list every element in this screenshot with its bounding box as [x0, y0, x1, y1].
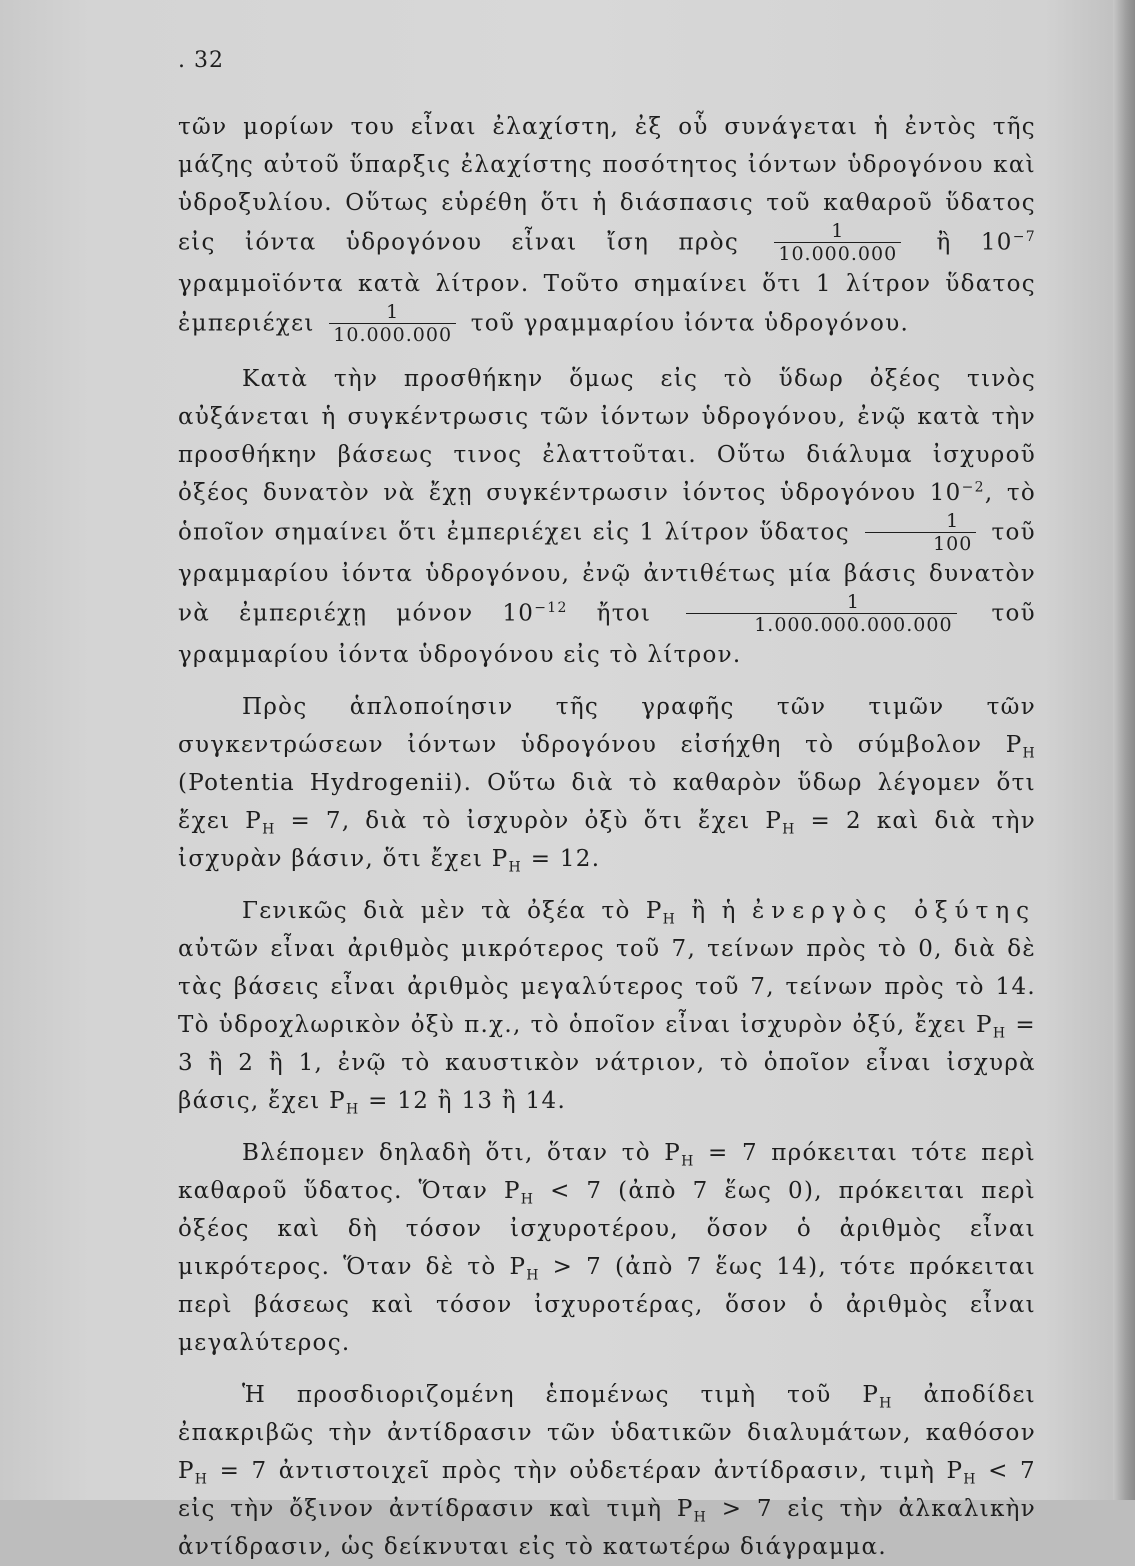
paragraph-6 [178, 1376, 1036, 1566]
p6-text-3: = 7 ἀντιστοιχεῖ πρὸς τὴν οὐδετέραν ἀντίδρασιν, τιμὴ P [219, 1457, 964, 1484]
p4-text-3: αὐτῶν εἶναι ἀριθμὸς μικρότερος τοῦ 7, τείνων πρὸς τὸ 0, διὰ δὲ τὰς βάσεις εἶναι ἀριθμὸς μεγαλύτερος τοῦ 7, τείνων πρὸς τὸ 14. Τὸ ὑδροχλωρικὸν ὀξὺ π.χ., τὸ ὁποῖον εἶναι ἰσχυρὸν ὀξύ, ἔχει P [178, 935, 1036, 1038]
subscript-h: H [526, 1267, 540, 1284]
subscript-h: H [508, 859, 523, 876]
p3-text-3: = 7, διὰ τὸ ἰσχυρὸν ὀξὺ ὅτι ἔχει P [290, 807, 783, 834]
fraction-denominator: 10.000.000 [329, 323, 456, 346]
fraction-one-over-ten-million-2 [329, 300, 456, 346]
p4-text-5: = 12 ἢ 13 ἢ 14. [368, 1087, 567, 1114]
paragraph-2 [178, 360, 1036, 674]
fraction-numerator: 1 [386, 300, 400, 323]
body-text [178, 108, 1036, 1566]
subscript-h: H [520, 1191, 535, 1208]
fraction-one-over-ten-million [774, 222, 901, 265]
p5-text-2: = 7 πρόκειται τότε περὶ καθαροῦ ὕδατος. Ὅταν P [178, 1139, 1037, 1204]
p5-text-4: > 7 (ἀπὸ 7 ἕως 14), τότε πρόκειται περὶ βάσεως καὶ τόσον ἰσχυροτέρας, ὅσον ὁ ἀριθμὸς εἶναι μεγαλύτερος. [178, 1253, 1036, 1356]
p1-text-3: γραμμοϊόντα κατὰ λίτρον. Τοῦτο σημαίνει ὅτι 1 λίτρον ὕδατος ἐμπεριέχει [178, 270, 1036, 337]
fraction-denominator: 10.000.000 [774, 242, 901, 265]
subscript-h: H [1022, 745, 1036, 762]
exponent: −2 [961, 479, 985, 496]
page-edge-shadow [1113, 0, 1135, 1500]
subscript-h: H [262, 821, 276, 838]
paragraph-3 [178, 688, 1036, 878]
p2-text-3: τοῦ γραμμαρίου ἰόντα ὑδρογόνου, ἐνῷ ἀντιθέτως μία βάσις δυνατὸν νὰ ἐμπεριέχῃ μόνον 10 [178, 519, 1036, 627]
paragraph-4 [178, 892, 1036, 1120]
p4-text-4: = 3 ἢ 2 ἢ 1, ἐνῷ τὸ καυστικὸν νάτριον, τὸ ὁποῖον εἶναι ἰσχυρὰ βάσις, ἔχει P [178, 1011, 1036, 1114]
page-number: . 32 [178, 48, 224, 73]
fraction-one-over-trillion [686, 590, 956, 636]
p2-text-1: Κατὰ τὴν προσθήκην ὅμως εἰς τὸ ὕδωρ ὀξέος τινὸς αὐξάνεται ἡ συγκέντρωσις τῶν ἰόντων ὑδρογόνου, ἐνῷ κατὰ τὴν προσθήκην βάσεως τινος ἐλαττοῦται. Οὕτω διάλυμα ἰσχυροῦ ὀξέος δυνατὸν νὰ ἔχῃ συγκέντρωσιν ἰόντος ὑδρογόνου 10 [178, 365, 1036, 506]
subscript-h: H [879, 1395, 893, 1412]
subscript-h: H [992, 1025, 1007, 1042]
p6-text-4: < 7 εἰς τὴν ὄξινον ἀντίδρασιν καὶ τιμὴ P [178, 1457, 1036, 1522]
p3-text-4: = 2 καὶ διὰ τὴν ἰσχυρὰν βάσιν, ὅτι ἔχει P [178, 807, 1036, 872]
paragraph-1 [178, 108, 1036, 346]
p1-text-4: τοῦ γραμμαρίου ἰόντα ὑδρογόνου. [470, 310, 910, 337]
exponent: −7 [1012, 228, 1036, 245]
subscript-h: H [693, 1509, 708, 1526]
fraction-denominator: 1.000.000.000.000 [686, 613, 956, 636]
p3-text-5: = 12. [530, 845, 601, 872]
p3-text-2: (Potentia Hydrogenii). Οὕτω διὰ τὸ καθαρὸν ὕδωρ λέγομεν ὅτι ἔχει P [178, 769, 1036, 834]
subscript-h: H [194, 1471, 209, 1488]
p1-text-1: τῶν μορίων του εἶναι ἐλαχίστη, ἐξ οὗ συνάγεται ἡ ἐντὸς τῆς μάζης αὐτοῦ ὕπαρξις ἐλαχίστης ποσότητος ἰόντων ὑδρογόνου καὶ ὑδροξυλίου. Οὕτως εὑρέθη ὅτι ἡ διάσπασις τοῦ καθαροῦ ὕδατος εἰς ἰόντα ὑδρογόνου εἶναι ἴση πρὸς [178, 114, 1036, 256]
p1-text-2: ἢ 10 [936, 229, 1013, 256]
subscript-h: H [681, 1153, 695, 1170]
subscript-h: H [782, 821, 796, 838]
p5-text-3: < 7 (ἀπὸ 7 ἕως 0), πρόκειται περὶ ὀξέος καὶ δὴ τόσον ἰσχυροτέρου, ὅσον ὁ ἀριθμὸς εἶναι μικρότερος. Ὅταν δὲ τὸ P [178, 1177, 1036, 1280]
p3-text-1: Πρὸς ἁπλοποίησιν τῆς γραφῆς τῶν τιμῶν τῶν συγκεντρώσεων ἰόντων ὑδρογόνου εἰσήχθη τὸ σύμβολον P [178, 693, 1036, 758]
fraction-numerator: 1 [831, 220, 845, 242]
p2-text-5: τοῦ γραμμαρίου ἰόντα ὑδρογόνου εἰς τὸ λίτρον. [178, 600, 1036, 668]
p4-text-1: Γενικῶς διὰ μὲν τὰ ὀξέα τὸ P [242, 897, 663, 924]
paragraph-5 [178, 1134, 1036, 1362]
subscript-h: H [345, 1101, 360, 1118]
p6-text-1: Ἡ προσδιοριζομένη ἑπομένως τιμὴ τοῦ P [242, 1381, 880, 1408]
p2-text-4: ἤτοι [596, 600, 652, 627]
fraction-denominator: 100 [865, 532, 976, 555]
subscript-h: H [963, 1471, 977, 1488]
p6-text-2: ἀποδίδει ἐπακριβῶς τὴν ἀντίδρασιν τῶν ὑδατικῶν διαλυμάτων, καθόσον P [178, 1381, 1036, 1484]
exponent: −12 [534, 599, 568, 616]
fraction-numerator: 1 [846, 590, 860, 613]
p5-text-1: Βλέπομεν δηλαδὴ ὅτι, ὅταν τὸ P [242, 1139, 682, 1166]
fraction-numerator: 1 [946, 509, 960, 532]
fraction-one-over-hundred [865, 509, 976, 555]
subscript-h: H [662, 911, 677, 928]
p4-text-2: ἢ ἡ [691, 897, 737, 924]
p2-text-2: , τὸ ὁποῖον σημαίνει ὅτι ἐμπεριέχει εἰς 1 λίτρον ὕδατος [178, 479, 1036, 546]
spaced-term: ἐνεργὸς ὀξύτης [751, 897, 1036, 924]
p6-text-5: > 7 εἰς τὴν ἀλκαλικὴν ἀντίδρασιν, ὡς δείκνυται εἰς τὸ κατωτέρω διάγραμμα. [178, 1495, 1036, 1560]
